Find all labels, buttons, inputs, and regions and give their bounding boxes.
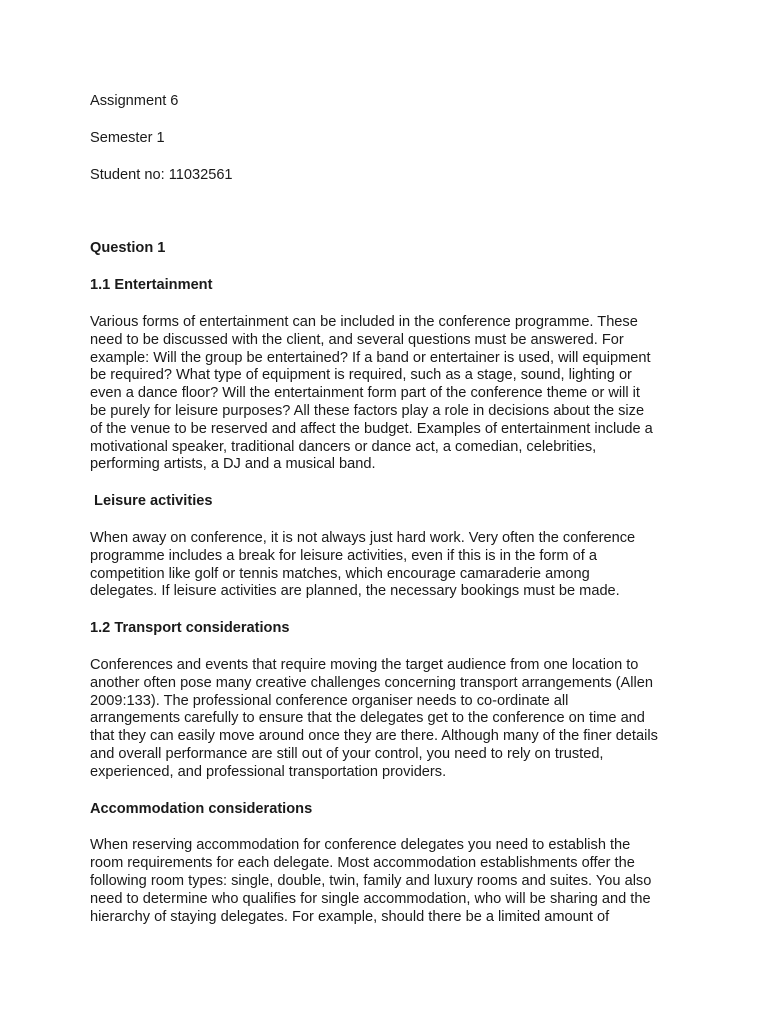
transport-paragraph bbox=[90, 657, 690, 782]
paragraph-line: motivational speaker, traditional dancers or dance act, a comedian, celebrities, bbox=[90, 438, 597, 455]
paragraph-line: 2009:133). The professional conference organiser needs to co-ordinate all bbox=[90, 692, 569, 709]
paragraph-line: performing artists, a DJ and a musical band. bbox=[90, 456, 376, 473]
paragraph-line: Conferences and events that require moving the target audience from one location to bbox=[90, 656, 639, 673]
paragraph-line: competition like golf or tennis matches, which encourage camaraderie among bbox=[90, 565, 590, 582]
accommodation-heading: Accommodation considerations bbox=[90, 800, 313, 817]
paragraph-line: Various forms of entertainment can be included in the conference programme. These bbox=[90, 313, 638, 330]
paragraph-line: that they can easily move around once they are there. Although many of the finer details bbox=[90, 728, 658, 745]
paragraph-line: arrangements carefully to ensure that the delegates get to the conference on time and bbox=[90, 710, 645, 727]
student-number: Student no: 11032561 bbox=[90, 166, 233, 183]
paragraph-line: be purely for leisure purposes? All these factors play a role in decisions about the size bbox=[90, 402, 645, 419]
question-title: Question 1 bbox=[90, 240, 166, 257]
paragraph-line: another often pose many creative challenges concerning transport arrangements (Allen bbox=[90, 674, 653, 691]
accommodation-paragraph bbox=[90, 837, 690, 926]
leisure-paragraph bbox=[90, 530, 690, 601]
assignment-label: Assignment 6 bbox=[90, 93, 179, 109]
paragraph-line: When away on conference, it is not always just hard work. Very often the conference bbox=[90, 529, 636, 546]
paragraph-line: hierarchy of staying delegates. For example, should there be a limited amount of bbox=[90, 908, 610, 925]
entertainment-paragraph bbox=[90, 314, 690, 474]
document-body bbox=[90, 93, 690, 945]
paragraph-line: example: Will the group be entertained? If a band or entertainer is used, will equipment bbox=[90, 349, 651, 366]
paragraph-line: of the venue to be reserved and affect the budget. Examples of entertainment include a bbox=[90, 420, 653, 437]
leisure-heading: Leisure activities bbox=[90, 493, 213, 510]
paragraph-line: delegates. If leisure activities are planned, the necessary bookings must be made. bbox=[90, 583, 620, 600]
paragraph-line: When reserving accommodation for conference delegates you need to establish the bbox=[90, 837, 631, 854]
transport-heading: 1.2 Transport considerations bbox=[90, 620, 290, 637]
entertainment-heading: 1.1 Entertainment bbox=[90, 277, 213, 294]
paragraph-line: experienced, and professional transportation providers. bbox=[90, 763, 447, 780]
paragraph-line: even a dance floor? Will the entertainment form part of the conference theme or will it bbox=[90, 385, 640, 402]
paragraph-line: room requirements for each delegate. Most accommodation establishments offer the bbox=[90, 855, 635, 872]
paragraph-line: programme includes a break for leisure activities, even if this is in the form of a bbox=[90, 547, 597, 564]
semester-label: Semester 1 bbox=[90, 129, 165, 146]
paragraph-line: and overall performance are still out of your control, you need to rely on trusted, bbox=[90, 745, 604, 762]
paragraph-line: need to determine who qualifies for single accommodation, who will be sharing and the bbox=[90, 890, 651, 907]
paragraph-line: following room types: single, double, twin, family and luxury rooms and suites. You also bbox=[90, 872, 652, 889]
paragraph-line: be required? What type of equipment is required, such as a stage, sound, lighting or bbox=[90, 367, 632, 384]
paragraph-line: need to be discussed with the client, and several questions must be answered. For bbox=[90, 331, 624, 348]
